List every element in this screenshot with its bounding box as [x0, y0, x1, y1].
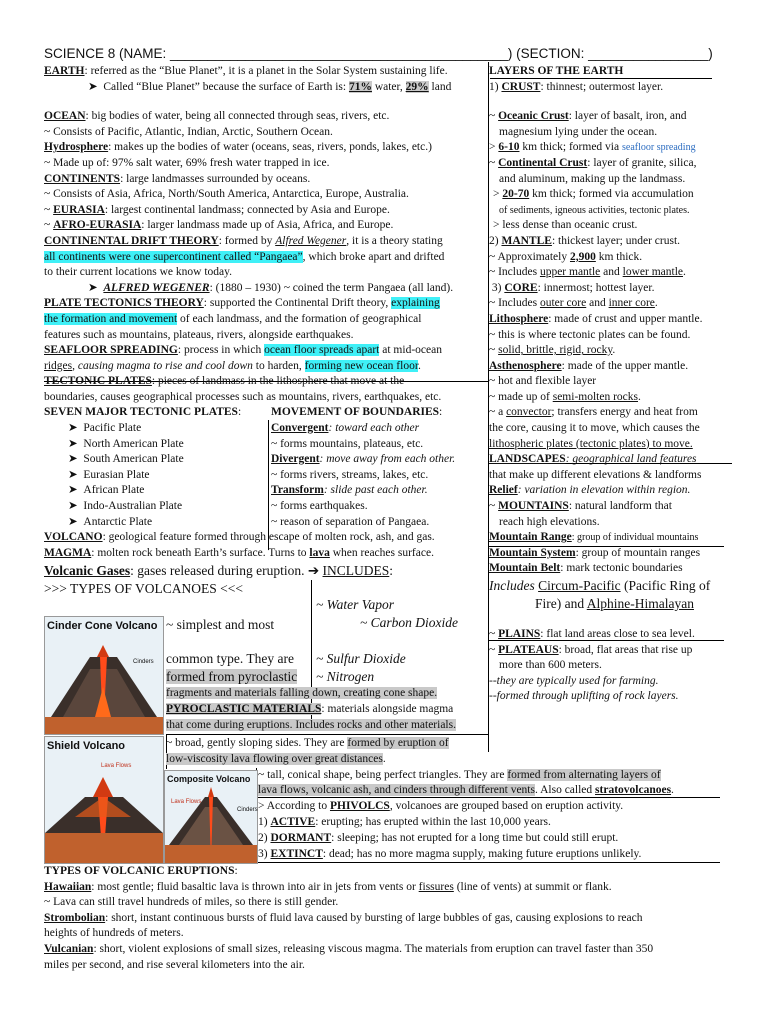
mountain-belt: Mountain Belt: mark tectonic boundaries	[489, 562, 683, 575]
pyroclastic-def: PYROCLASTIC MATERIALS: materials alongside magma	[166, 703, 454, 715]
hydro-def: Hydrosphere: makes up the bodies of water (oceans, seas, rivers, ponds, lakes, etc.)	[44, 141, 432, 154]
mountains-def: ~ MOUNTAINS: natural landform that	[489, 500, 672, 513]
core-def: 3) CORE: innermost; hottest layer.	[489, 281, 655, 294]
crust-def: 1) CRUST: thinnest; outermost layer.	[489, 80, 664, 93]
shield-t2: low-viscosity lava flowing over great distances.	[166, 753, 386, 765]
phivolcs-active: 1) ACTIVE: erupting; has erupted within the last 10,000 years.	[258, 816, 551, 828]
right-column: LAYERS OF THE EARTH 1) CRUST: thinnest; outermost layer. ~ Oceanic Crust: layer of basalt, iron, and magnesium lying under the ocean. > 6-10 km thick; formed via seafloor spreading ~ Continental Crust: layer of granite, silica, and aluminum, making up the landmass. > 20-70 km thick; formed via accumulation of sediments, igneous activities, tectonic plates. > less dense than oceanic crust. 2) MANTLE: thickest layer; under crust. ~ Approximately 2,900 km thick. ~ Includes upper mantle and lower mantle. 3) CORE: innermost; hottest layer. ~ Includes outer core and inner core. Lithosphere: made of crust and upper mantle. ~ this is where tectonic plates can be found. ~ solid, brittle, rigid, rocky. Asthenosphere: made of the upper mantle. ~ hot and flexible layer ~ made up of semi-molten rocks. ~ a convector; transfers energy and heat from the core, causing it to move, which causes the lithospheric plates (tectonic plates) to move. LANDSCAPES: geographical land features that make up different elevations & landforms Relief: variation in elevation within region. ~ MOUNTAINS: natural landform that reach high elevations. Mountain Range: group of individual mountains Mountain System: group of mountain ranges Mountain Belt: mark tectonic boundaries Includes Circum-Pacific (Pacific Ring of Fire) and Alphine-Himalayan ~ PLAINS: flat land areas close to sea level. ~ PLATEAUS: broad, flat areas that rise up more than 600 meters. --they are typically used for farming. --formed through uplifting of rock layers.	[489, 64, 729, 705]
continental-crust: ~ Continental Crust: layer of granite, silica,	[489, 156, 697, 169]
shield-t1: ~ broad, gently sloping sides. They are formed by eruption of	[166, 737, 449, 749]
boundaries-list: MOVEMENT OF BOUNDARIES: Convergent: toward each other ~ forms mountains, plateaus, etc. Divergent: move away from each other. ~ forms rivers, streams, lakes, etc. Transform: slide past each other. ~ forms earthquakes. ~ reason of separation of Pangaea.	[271, 406, 456, 528]
includes-line: Includes Circum-Pacific (Pacific Ring of	[489, 578, 711, 593]
eruptions-title: TYPES OF VOLCANIC ERUPTIONS:	[44, 865, 238, 877]
composite-volcano-drawing	[165, 771, 257, 863]
list-item: ➤ South American Plate	[68, 453, 184, 466]
cdt-def: CONTINENTAL DRIFT THEORY: formed by Alfred Wegener, it is a theory stating	[44, 234, 443, 247]
plateaus-def: ~ PLATEAUS: broad, flat areas that rise up	[489, 643, 693, 656]
mantle-def: 2) MANTLE: thickest layer; under crust.	[489, 234, 681, 247]
hawaiian-def: Hawaiian: most gentle; fluid basaltic lava is thrown into air in jets from vents or fissures (line of vents) at summit or flank.	[44, 880, 612, 893]
lithosphere-def: Lithosphere: made of crust and upper mantle.	[489, 312, 703, 325]
composite-t1: ~ tall, conical shape, being perfect triangles. They are formed from alternating layers of	[258, 769, 661, 781]
gases-def: Volcanic Gases: gases released during eruption. ➔ INCLUDES:	[44, 562, 394, 578]
list-item: ➤ Pacific Plate	[68, 422, 142, 435]
mountain-range: Mountain Range: group of individual mountains	[489, 531, 699, 544]
list-item: ~ Carbon Dioxide	[360, 615, 459, 630]
list-item: ➤ Eurasian Plate	[68, 468, 150, 481]
list-item: ~ Sulfur Dioxide	[316, 651, 406, 666]
shield-volcano-drawing	[45, 737, 163, 863]
composite-volcano-image: Composite Volcano Lava Flows Cinders	[164, 770, 258, 864]
cdt-line2: all continents were one supercontinent called “Pangaea”, which broke apart and drifted	[44, 250, 445, 263]
list-item: ➤ Antarctic Plate	[68, 515, 153, 528]
shield-volcano-label: Shield Volcano	[47, 740, 126, 752]
tp-line2: boundaries, causes geographical processes such as mountains, rivers, earthquakes, etc.	[44, 390, 442, 403]
worksheet-header: SCIENCE 8 (NAME: _____________________________________________) (SECTION: ________________)	[44, 46, 713, 61]
phivolcs-dormant: 2) DORMANT: sleeping; has not erupted for a long time but could still erupt.	[258, 832, 619, 844]
cinder-cone-drawing	[45, 617, 163, 734]
strombolian-def: Strombolian: short, instant continuous bursts of fluid lava caused by bursting of large bubbles of gas, causing explosions to reach	[44, 911, 643, 924]
types-title: >>> TYPES OF VOLCANOES <<<	[44, 580, 243, 596]
plates-list: SEVEN MAJOR TECTONIC PLATES: ➤ Pacific Plate ➤ North American Plate ➤ South American Plate ➤ Eurasian Plate ➤ African Plate ➤ Indo-Australian Plate ➤ Antarctic Plate	[44, 405, 266, 530]
layers-title: LAYERS OF THE EARTH	[489, 65, 624, 77]
cinder-t2: common type. They are	[166, 651, 294, 666]
shield-volcano-image: Shield Volcano Lava Flows	[44, 736, 164, 864]
tp-def: TECTONIC PLATES: pieces of landmass in the lithosphere that move at the	[44, 375, 405, 388]
strombolian-line2: heights of hundreds of meters.	[44, 927, 184, 940]
cinder-t3: formed from pyroclastic	[166, 669, 298, 684]
phivolcs-intro: > According to PHIVOLCS, volcanoes are grouped based on eruption activity.	[258, 800, 624, 812]
afro-def: ~ AFRO-EURASIA: larger landmass made up of Asia, Africa, and Europe.	[44, 219, 394, 232]
composite-t2: lava flows, volcanic ash, and cinders through different vents. Also called stratovolcanoes.	[258, 784, 674, 796]
cinder-cone-label: Cinder Cone Volcano	[47, 620, 158, 632]
hydro-made: ~ Made up of: 97% salt water, 69% fresh water trapped in ice.	[44, 156, 330, 169]
eruptions-section	[44, 864, 744, 973]
cinder-cone-image: Cinder Cone Volcano Cinders	[44, 616, 164, 735]
cdt-line3: to their current locations we know today.	[44, 266, 232, 279]
ptt-line3: features such as mountains, plateaus, rivers, alongside earthquakes.	[44, 328, 354, 341]
cinder-t1: ~ simplest and most	[166, 617, 275, 632]
pyroclastic-line2: that come during eruptions. Includes rocks and other materials.	[166, 719, 456, 731]
earth-bullet: ➤ Called “Blue Planet” because the surface of Earth is: 71% water, 29% land	[88, 80, 452, 93]
ocean-def: OCEAN: big bodies of water, being all connected through seas, rivers, etc.	[44, 110, 390, 123]
asthenosphere-def: Asthenosphere: made of the upper mantle.	[489, 359, 689, 372]
wegener-def: ➤ ALFRED WEGENER: (1880 – 1930) ~ coined the term Pangaea (all land).	[88, 281, 454, 294]
continents-def: CONTINENTS: large landmasses surrounded by oceans.	[44, 172, 311, 185]
phivolcs-extinct: 3) EXTINCT: dead; has no more magma supply, making future eruptions unlikely.	[258, 848, 642, 860]
oceanic-crust: ~ Oceanic Crust: layer of basalt, iron, and	[489, 110, 687, 123]
sfs-def: SEAFLOOR SPREADING: process in which ocean floor spreads apart at mid-ocean	[44, 344, 442, 357]
cinder-t4: fragments and materials falling down, creating cone shape.	[166, 687, 438, 699]
gases-list	[316, 596, 488, 614]
vulcanian-def: Vulcanian: short, violent explosions of small sizes, releasing viscous magma. The materials from eruption can travel faster than 350	[44, 942, 654, 955]
relief-def: Relief: variation in elevation within region.	[489, 484, 691, 497]
vulcanian-line2: miles per second, and rise several kilometers into the air.	[44, 958, 305, 971]
magma-def: MAGMA: molten rock beneath Earth’s surface. Turns to lava when reaches surface.	[44, 547, 434, 560]
list-item: ~ Nitrogen	[316, 669, 375, 684]
hawaiian-line2: ~ Lava can still travel hundreds of miles, so there is still gender.	[44, 896, 339, 909]
ocean-consists: ~ Consists of Pacific, Atlantic, Indian, Arctic, Southern Ocean.	[44, 125, 333, 138]
ptt-line2: the formation and movement of each landmass, and the formation of geographical	[44, 312, 422, 325]
ptt-def: PLATE TECTONICS THEORY: supported the Continental Drift theory, explaining	[44, 297, 440, 310]
section-rule	[166, 734, 488, 735]
mountain-system: Mountain System: group of mountain ranges	[489, 546, 701, 559]
earth-def: EARTH: referred as the “Blue Planet”, it is a planet in the Solar System sustaining life.	[44, 65, 448, 77]
plains-def: ~ PLAINS: flat land areas close to sea level.	[489, 628, 695, 640]
list-item: ~ Water Vapor	[316, 597, 395, 612]
continents-consists: ~ Consists of Asia, Africa, North/South America, Antarctica, Europe, Australia.	[44, 188, 409, 201]
sfs-line2: ridges, causing magma to rise and cool down to harden, forming new ocean floor.	[44, 359, 421, 372]
landscapes-def: LANDSCAPES: geographical land features	[489, 453, 697, 466]
volcano-def: VOLCANO: geological feature formed through escape of molten rock, ash, and gas.	[44, 531, 435, 544]
left-column	[44, 64, 488, 598]
list-item: ➤ North American Plate	[68, 437, 184, 450]
eurasia-def: ~ EURASIA: largest continental landmass; connected by Asia and Europe.	[44, 203, 390, 216]
composite-volcano-label: Composite Volcano	[167, 774, 251, 784]
list-item: ➤ African Plate	[68, 484, 145, 497]
list-item: ➤ Indo-Australian Plate	[68, 500, 183, 513]
plates-section	[44, 405, 488, 530]
